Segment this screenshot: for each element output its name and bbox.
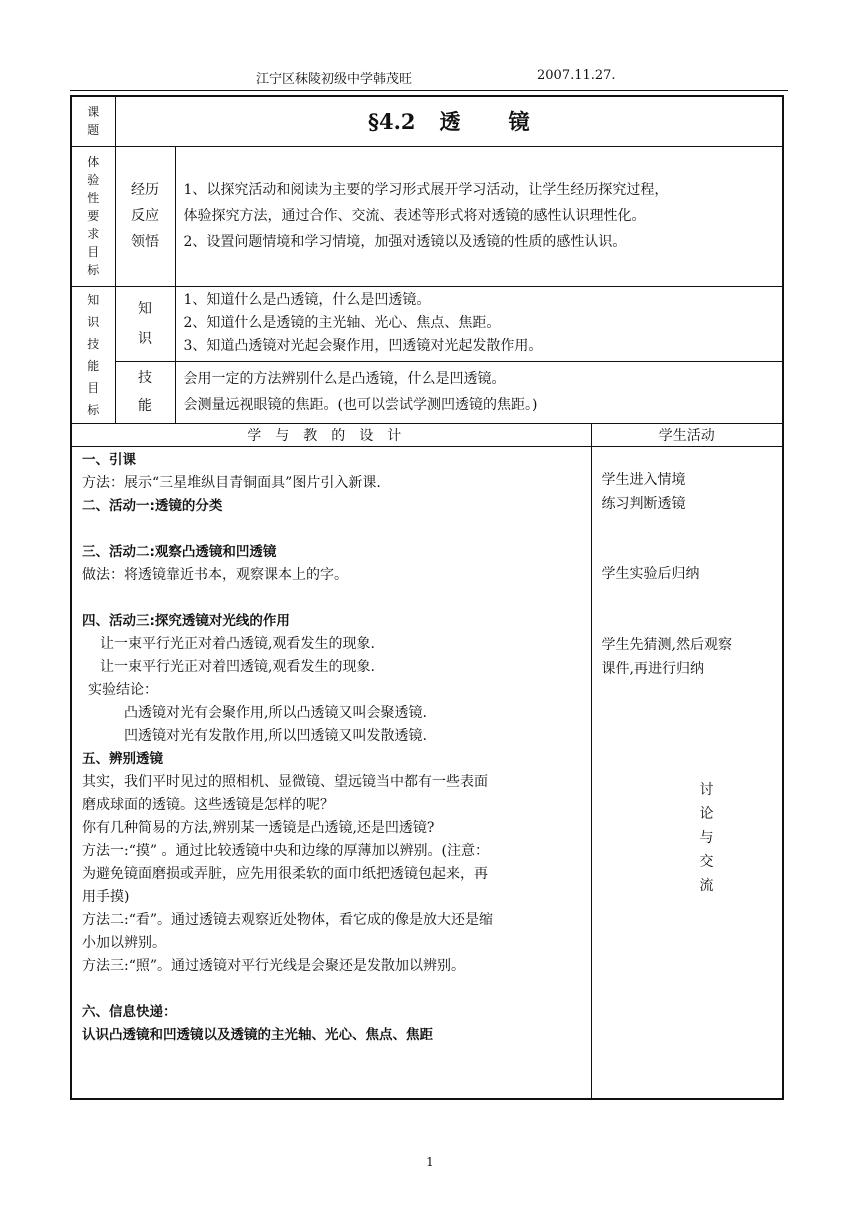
section-title: 五、辨别透镜: [82, 750, 163, 767]
section-title: 二、活动一:透镜的分类: [82, 497, 223, 514]
section-title: 六、信息快递：: [82, 1003, 177, 1020]
lesson-plan-table: [70, 95, 784, 1100]
experience-line: 2、设置问题情境和学习情境，加强对透镜以及透镜的性质的感性认识。: [183, 234, 627, 250]
knowledge-label-char: 标: [87, 402, 100, 417]
skill-sub-label: [115, 361, 175, 423]
skill-line: 会用一定的方法辨别什么是凸透镜，什么是凹透镜。: [183, 371, 506, 387]
experience-goals: [175, 146, 783, 286]
section-text: 其实，我们平时见过的照相机、显微镜、望远镜当中都有一些表面: [82, 773, 488, 790]
activity-heading: 学生活动: [591, 423, 783, 446]
section-text: 认识凸透镜和凹透镜以及透镜的主光轴、光心、焦点、焦距: [82, 1026, 433, 1043]
header-date: 2007.11.27.: [537, 68, 616, 83]
design-heading: 学与教的设计: [71, 423, 591, 446]
section-text: 凸透镜对光有会聚作用,所以凸透镜又叫会聚透镜.: [124, 704, 427, 721]
teaching-design: [71, 446, 591, 1099]
section-text: 让一束平行光正对着凹透镜,观看发生的现象.: [100, 658, 375, 675]
experience-sub-word: 反应: [131, 208, 159, 224]
header-author: 江宁区秣陵初级中学韩茂旺: [256, 72, 413, 87]
know-line: 3、知道凸透镜对光起会聚作用，凹透镜对光起发散作用。: [183, 338, 543, 354]
lesson-title: [115, 96, 783, 146]
experience-label: [71, 146, 115, 286]
section-text: 你有几种简易的方法,辨别某一透镜是凸透镜,还是凹透镜?: [82, 819, 435, 836]
discussion-char: 讨: [699, 781, 714, 798]
topic-row: [71, 96, 783, 146]
knowledge-row: [71, 286, 783, 361]
knowledge-label-char: 识: [87, 314, 100, 329]
experience-sub-word: 经历: [131, 182, 159, 198]
skill-goals: [175, 361, 783, 423]
topic-label-char: 题: [87, 123, 100, 138]
experience-line: 1、以探究活动和阅读为主要的学习形式展开学习活动，让学生经历探究过程，: [183, 182, 669, 198]
topic-label-char: 课: [87, 105, 100, 120]
section-text: 凹透镜对光有发散作用,所以凹透镜又叫发散透镜.: [124, 727, 427, 744]
topic-label: [71, 96, 115, 146]
experience-row: [71, 146, 783, 286]
page-number: 1: [426, 1155, 434, 1169]
skill-sub-char: 能: [138, 398, 152, 414]
skill-line: 会测量远视眼镜的焦距。(也可以尝试学测凹透镜的焦距。): [183, 397, 538, 413]
discussion-vertical: [700, 778, 714, 898]
experience-sub-word: 领悟: [131, 234, 159, 250]
activity-item: 学生先猜测,然后观察: [601, 636, 732, 653]
experience-label-char: 验: [87, 173, 100, 187]
experience-label-char: 要: [87, 209, 100, 223]
header-rule: [70, 90, 788, 91]
section-text: 做法：将透镜靠近书本，观察课本上的字。: [82, 566, 348, 583]
student-activities: [591, 446, 783, 1099]
discussion-char: 论: [699, 805, 714, 822]
section-text: 方法一:“摸” 。通过比较透镜中央和边缘的厚薄加以辨别。(注意：: [82, 842, 489, 859]
title-char-1: 透: [439, 109, 461, 135]
section-text: 方法三:“照”。通过透镜对平行光线是会聚还是发散加以辨别。: [82, 957, 466, 974]
knowledge-label-char: 知: [87, 292, 100, 307]
design-header-row: [71, 423, 783, 446]
section-text: 方法：展示“三星堆纵目青铜面具”图片引入新课.: [82, 474, 381, 491]
section-title: 一、引课: [82, 451, 136, 468]
activity-item: 课件,再进行归纳: [601, 660, 704, 677]
section-text: 实验结论：: [88, 681, 158, 698]
section-title: 四、活动三:探究透镜对光线的作用: [82, 612, 290, 629]
know-line: 2、知道什么是透镜的主光轴、光心、焦点、焦距。: [183, 315, 501, 331]
title-char-2: 镜: [508, 109, 530, 135]
experience-line: 体验探究方法，通过合作、交流、表述等形式将对透镜的感性认识理性化。: [183, 208, 646, 224]
discussion-char: 与: [699, 829, 714, 846]
section-text: 磨成球面的透镜。这些透镜是怎样的呢？: [82, 796, 334, 813]
experience-label-char: 求: [87, 227, 100, 241]
title-section-number: §4.2: [367, 109, 416, 135]
experience-sub-label: [115, 146, 175, 286]
knowledge-label-char: 技: [87, 336, 100, 351]
section-title: 三、活动二:观察凸透镜和凹透镜: [82, 543, 277, 560]
knowledge-label-char: 目: [87, 380, 100, 395]
experience-label-char: 标: [87, 263, 100, 277]
know-sub-char: 知: [138, 300, 152, 317]
know-sub-char: 识: [138, 330, 152, 347]
know-goals: [175, 286, 783, 361]
blank-line: [82, 518, 583, 541]
activity-item: 学生实验后归纳: [601, 565, 700, 582]
knowledge-label: [71, 286, 115, 423]
discussion-char: 流: [699, 877, 714, 894]
knowledge-label-char: 能: [87, 358, 100, 373]
know-sub-label: [115, 286, 175, 361]
section-text: 小加以辨别。: [82, 934, 166, 951]
discussion-char: 交: [699, 853, 714, 870]
know-line: 1、知道什么是凸透镜，什么是凹透镜。: [183, 292, 431, 308]
skill-sub-char: 技: [138, 370, 152, 386]
blank-line: [82, 978, 583, 1001]
activity-item: 学生进入情境: [601, 471, 686, 488]
section-text: 让一束平行光正对着凸透镜,观看发生的现象.: [100, 635, 375, 652]
experience-label-char: 性: [87, 191, 100, 205]
section-text: 方法二:“看”。通过透镜去观察近处物体，看它成的像是放大还是缩: [82, 911, 494, 928]
design-body-row: [71, 446, 783, 1099]
blank-line: [82, 587, 583, 610]
experience-label-char: 体: [87, 155, 100, 169]
activity-item: 练习判断透镜: [601, 495, 686, 512]
section-text: 用手摸): [82, 888, 130, 905]
skill-row: [71, 361, 783, 423]
experience-label-char: 目: [87, 245, 100, 259]
section-text: 为避免镜面磨损或弄脏，应先用很柔软的面巾纸把透镜包起来，再: [82, 865, 488, 882]
